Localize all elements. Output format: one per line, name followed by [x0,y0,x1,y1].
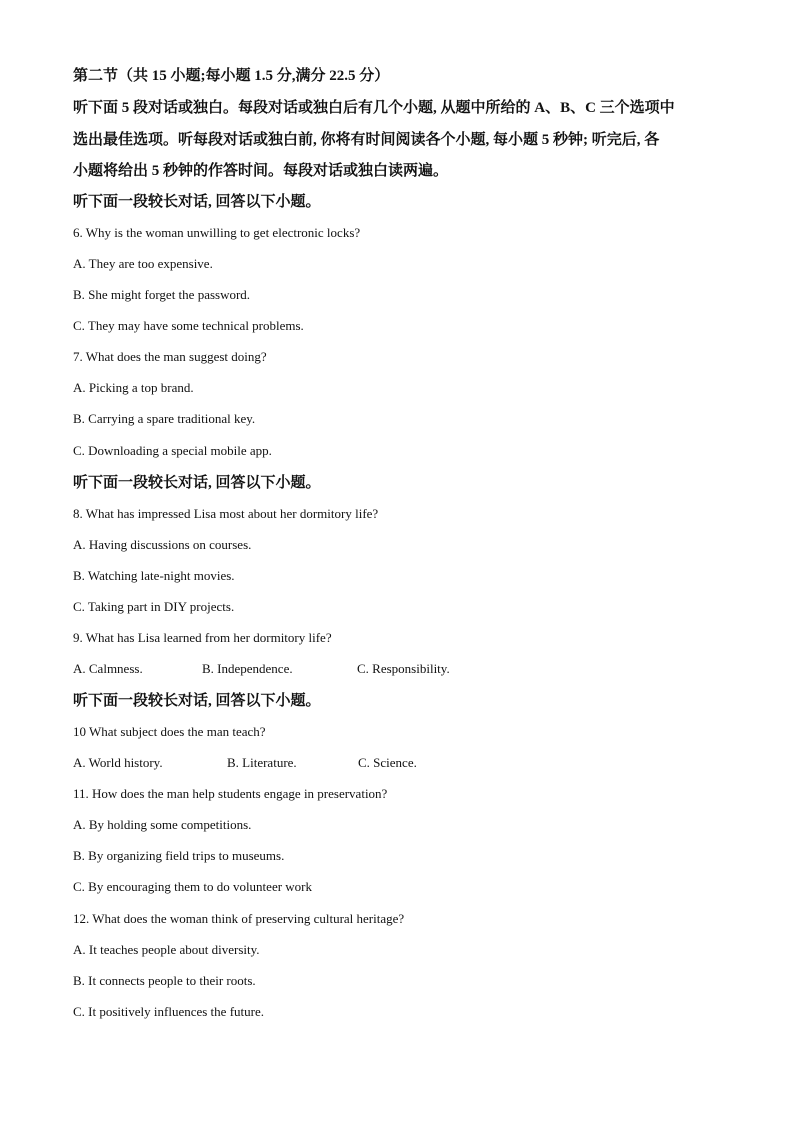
group-prompt-2: 听下面一段较长对话, 回答以下小题。 [73,475,321,491]
question-9-option-a: A. Calmness. [73,661,143,676]
question-6: 6. Why is the woman unwilling to get electronic locks? [73,225,361,240]
question-7-option-c: C. Downloading a special mobile app. [73,443,272,458]
question-6-option-c: C. They may have some technical problems. [73,318,304,333]
question-12-option-c: C. It positively influences the future. [73,1004,264,1019]
question-10: 10 What subject does the man teach? [73,724,266,739]
instructions-line-2: 选出最佳选项。听每段对话或独白前, 你将有时间阅读各个小题, 每小题 5 秒钟; 听完后, 各 [73,132,660,148]
instructions-line-3: 小题将给出 5 秒钟的作答时间。每段对话或独白读两遍。 [73,163,449,179]
question-9-option-b: B. Independence. [202,661,293,676]
question-8-option-b: B. Watching late-night movies. [73,568,235,583]
question-11-option-a: A. By holding some competitions. [73,817,252,832]
question-6-option-a: A. They are too expensive. [73,256,213,271]
question-6-option-b: B. She might forget the password. [73,287,251,302]
question-10-option-a: A. World history. [73,755,163,770]
question-8: 8. What has impressed Lisa most about her dormitory life? [73,506,379,521]
question-8-option-c: C. Taking part in DIY projects. [73,599,235,614]
question-12-option-a: A. It teaches people about diversity. [73,942,260,957]
question-11: 11. How does the man help students engage in preservation? [73,786,388,801]
question-7: 7. What does the man suggest doing? [73,349,267,364]
question-9: 9. What has Lisa learned from her dormitory life? [73,630,332,645]
group-prompt-3: 听下面一段较长对话, 回答以下小题。 [73,693,321,709]
question-12-option-b: B. It connects people to their roots. [73,973,256,988]
question-7-option-b: B. Carrying a spare traditional key. [73,411,256,426]
question-11-option-c: C. By encouraging them to do volunteer work [73,879,313,894]
question-7-option-a: A. Picking a top brand. [73,380,194,395]
question-10-option-b: B. Literature. [227,755,297,770]
instructions-line-1: 听下面 5 段对话或独白。每段对话或独白后有几个小题, 从题中所给的 A、B、C 三个选项中 [73,100,675,116]
group-prompt-1: 听下面一段较长对话, 回答以下小题。 [73,194,321,210]
question-10-option-c: C. Science. [358,755,417,770]
question-12: 12. What does the woman think of preserving cultural heritage? [73,911,405,926]
section-title: 第二节（共 15 小题;每小题 1.5 分,满分 22.5 分） [73,68,390,84]
question-8-option-a: A. Having discussions on courses. [73,537,252,552]
question-9-option-c: C. Responsibility. [357,661,450,676]
question-11-option-b: B. By organizing field trips to museums. [73,848,285,863]
